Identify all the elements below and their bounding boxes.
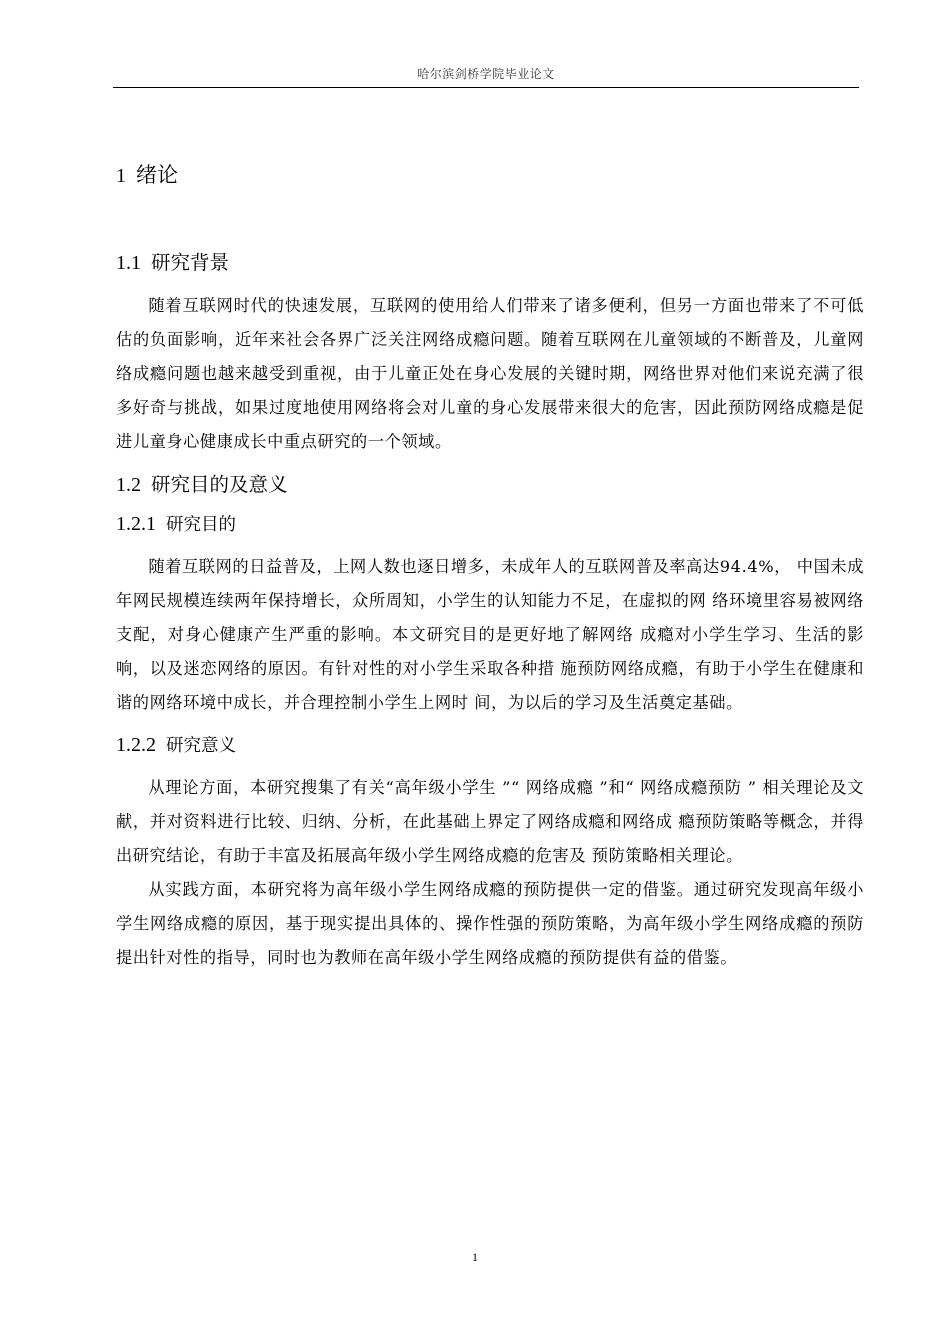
running-header: 哈尔滨剑桥学院毕业论文 — [417, 67, 555, 81]
page-content — [116, 160, 864, 975]
paragraph-significance-theory: 从理论方面，本研究搜集了有关“高年级小学生 ”“ 网络成瘾 ”和“ 网络成瘾预防 ” 相关理论及文献，并对资料进行比较、归纳、分析，在此基础上界定了网络成瘾和网络成 瘾预防策略等概念，并得出研究结论，有助于丰富及拓展高年级小学生网络成瘾的危害及 预防策略相关理论。 — [116, 778, 864, 865]
subsection-title: 研究目的 — [166, 515, 236, 535]
paragraph-background: 随着互联网时代的快速发展，互联网的使用给人们带来了诸多便利，但另一方面也带来了不可低估的负面影响，近年来社会各界广泛关注网络成瘾问题。随着互联网在儿童领域的不断普及，儿童网络成瘾问题也越来越受到重视，由于儿童正处在身心发展的关键时期，网络世界对他们来说充满了很多好奇与挑战，如果过度地使用网络将会对儿童的身心发展带来很大的危害，因此预防网络成瘾是促进儿童身心健康成长中重点研究的一个领域。 — [116, 296, 864, 451]
section-heading-1-2 — [116, 471, 864, 499]
section-number: 1.2 — [116, 474, 141, 496]
section-number: 1.1 — [116, 252, 141, 274]
subsection-heading-1-2-2 — [116, 732, 864, 759]
chapter-number: 1 — [116, 165, 126, 187]
chapter-title: 绪论 — [136, 163, 178, 187]
subsection-title: 研究意义 — [166, 736, 236, 756]
section-title: 研究目的及意义 — [151, 473, 288, 496]
chapter-heading — [116, 160, 864, 191]
subsection-number: 1.2.2 — [116, 734, 156, 756]
section-heading-1-1 — [116, 249, 864, 277]
subsection-number: 1.2.1 — [116, 513, 156, 535]
section-title: 研究背景 — [151, 251, 230, 274]
paragraph-significance-practice: 从实践方面，本研究将为高年级小学生网络成瘾的预防提供一定的借鉴。通过研究发现高年级小学生网络成瘾的原因，基于现实提出具体的、操作性强的预防策略，为高年级小学生网络成瘾的预防提出针对性的指导，同时也为教师在高年级小学生网络成瘾的预防提供有益的借鉴。 — [116, 880, 864, 967]
paragraph-purpose: 随着互联网的日益普及，上网人数也逐日增多，未成年人的互联网普及率高达94.4%， 中国未成年网民规模连续两年保持增长，众所周知，小学生的认知能力不足，在虚拟的网 络环境里容易被网络支配，对身心健康产生严重的影响。本文研究目的是更好地了解网络 成瘾对小学生学习、生活的影响，以及迷恋网络的原因。有针对性的对小学生采取各种措 施预防网络成瘾，有助于小学生在健康和谐的网络环境中成长，并合理控制小学生上网时 间，为以后的学习及生活奠定基础。 — [116, 557, 864, 712]
page-number: 1 — [472, 1250, 478, 1264]
header-rule — [113, 87, 859, 88]
subsection-heading-1-2-1 — [116, 511, 864, 538]
